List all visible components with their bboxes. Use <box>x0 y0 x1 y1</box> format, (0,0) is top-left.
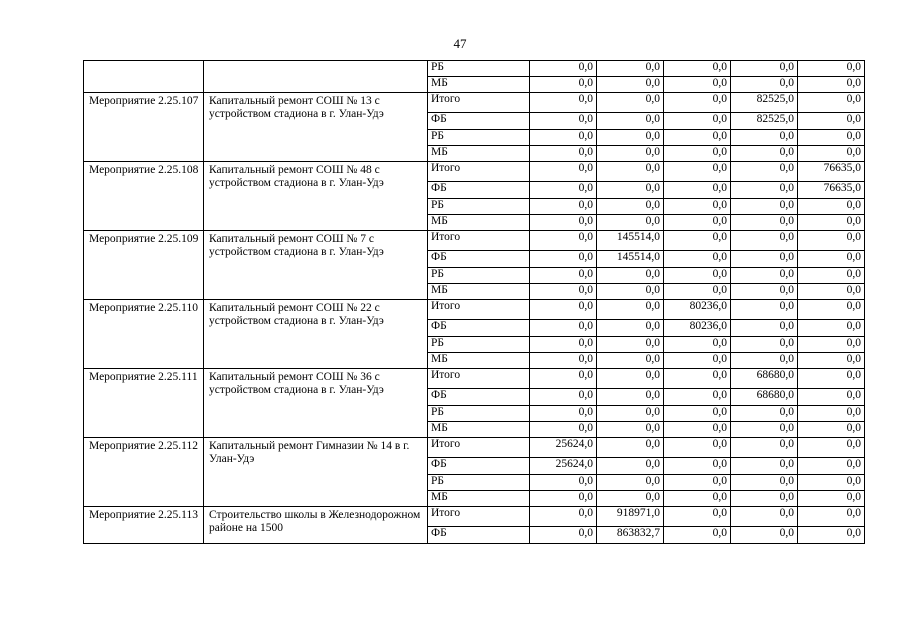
amount-cell: 0,0 <box>530 507 597 527</box>
amount-cell: 0,0 <box>530 251 597 268</box>
funding-source-cell: Итого <box>428 300 530 320</box>
amount-cell: 76635,0 <box>798 162 865 182</box>
funding-table <box>83 60 865 544</box>
amount-cell: 0,0 <box>530 320 597 337</box>
measure-description-cell: Капитальный ремонт Гимназии № 14 в г. Улан-Удэ <box>204 438 428 507</box>
amount-cell: 0,0 <box>664 113 731 130</box>
amount-cell: 0,0 <box>664 389 731 406</box>
amount-cell: 0,0 <box>798 251 865 268</box>
amount-cell: 0,0 <box>798 146 865 162</box>
amount-cell: 0,0 <box>597 146 664 162</box>
funding-source-cell: Итого <box>428 93 530 113</box>
amount-cell: 0,0 <box>597 491 664 507</box>
amount-cell: 80236,0 <box>664 300 731 320</box>
amount-cell: 0,0 <box>731 337 798 353</box>
funding-source-cell: Итого <box>428 231 530 251</box>
amount-cell: 25624,0 <box>530 458 597 475</box>
amount-cell: 145514,0 <box>597 251 664 268</box>
amount-cell: 0,0 <box>530 231 597 251</box>
measure-description-cell: Капитальный ремонт СОШ № 48 с устройством стадиона в г. Улан-Удэ <box>204 162 428 231</box>
amount-cell: 0,0 <box>597 438 664 458</box>
amount-cell: 0,0 <box>597 130 664 146</box>
table-row <box>84 300 865 320</box>
amount-cell: 0,0 <box>731 458 798 475</box>
amount-cell: 0,0 <box>597 353 664 369</box>
amount-cell: 0,0 <box>798 130 865 146</box>
amount-cell: 0,0 <box>530 422 597 438</box>
amount-cell: 0,0 <box>664 199 731 215</box>
amount-cell: 0,0 <box>664 491 731 507</box>
amount-cell: 0,0 <box>798 231 865 251</box>
measure-title-cell: Мероприятие 2.25.110 <box>84 300 204 369</box>
funding-source-cell: РБ <box>428 406 530 422</box>
amount-cell: 0,0 <box>597 475 664 491</box>
amount-cell: 0,0 <box>731 162 798 182</box>
table-row <box>84 438 865 458</box>
amount-cell: 0,0 <box>597 113 664 130</box>
funding-source-cell: ФБ <box>428 320 530 337</box>
amount-cell: 0,0 <box>530 199 597 215</box>
amount-cell: 0,0 <box>731 475 798 491</box>
amount-cell: 0,0 <box>597 369 664 389</box>
funding-source-cell: МБ <box>428 353 530 369</box>
amount-cell: 0,0 <box>731 199 798 215</box>
amount-cell: 0,0 <box>530 130 597 146</box>
amount-cell: 0,0 <box>731 284 798 300</box>
amount-cell: 918971,0 <box>597 507 664 527</box>
funding-source-cell: ФБ <box>428 389 530 406</box>
measure-description-cell <box>204 61 428 93</box>
measure-title-cell: Мероприятие 2.25.111 <box>84 369 204 438</box>
amount-cell: 0,0 <box>530 61 597 77</box>
page-number: 47 <box>453 36 467 51</box>
amount-cell: 0,0 <box>530 475 597 491</box>
table-row <box>84 369 865 389</box>
amount-cell: 0,0 <box>664 438 731 458</box>
amount-cell: 0,0 <box>530 300 597 320</box>
amount-cell: 0,0 <box>798 215 865 231</box>
amount-cell: 0,0 <box>798 353 865 369</box>
amount-cell: 0,0 <box>664 353 731 369</box>
amount-cell: 0,0 <box>798 61 865 77</box>
funding-source-cell: ФБ <box>428 458 530 475</box>
funding-source-cell: МБ <box>428 422 530 438</box>
amount-cell: 0,0 <box>731 130 798 146</box>
amount-cell: 0,0 <box>664 406 731 422</box>
measure-description-cell: Строительство школы в Железнодорожном районе на 1500 <box>204 507 428 544</box>
amount-cell: 0,0 <box>530 215 597 231</box>
table-row <box>84 231 865 251</box>
amount-cell: 0,0 <box>530 337 597 353</box>
funding-source-cell: Итого <box>428 507 530 527</box>
amount-cell: 0,0 <box>664 251 731 268</box>
amount-cell: 0,0 <box>664 93 731 113</box>
amount-cell: 0,0 <box>664 215 731 231</box>
amount-cell: 0,0 <box>731 146 798 162</box>
amount-cell: 0,0 <box>530 113 597 130</box>
amount-cell: 0,0 <box>798 507 865 527</box>
measure-title-cell: Мероприятие 2.25.113 <box>84 507 204 544</box>
funding-source-cell: МБ <box>428 77 530 93</box>
funding-source-cell: МБ <box>428 284 530 300</box>
measure-description-cell: Капитальный ремонт СОШ № 22 с устройством стадиона в г. Улан-Удэ <box>204 300 428 369</box>
amount-cell: 0,0 <box>731 182 798 199</box>
amount-cell: 0,0 <box>731 320 798 337</box>
amount-cell: 0,0 <box>731 438 798 458</box>
amount-cell: 0,0 <box>597 77 664 93</box>
amount-cell: 0,0 <box>597 61 664 77</box>
amount-cell: 0,0 <box>798 337 865 353</box>
funding-source-cell: РБ <box>428 475 530 491</box>
funding-source-cell: Итого <box>428 162 530 182</box>
amount-cell: 0,0 <box>664 231 731 251</box>
funding-source-cell: РБ <box>428 199 530 215</box>
amount-cell: 0,0 <box>798 389 865 406</box>
amount-cell: 0,0 <box>664 527 731 544</box>
amount-cell: 0,0 <box>664 369 731 389</box>
amount-cell: 0,0 <box>530 162 597 182</box>
amount-cell: 0,0 <box>731 231 798 251</box>
amount-cell: 0,0 <box>731 268 798 284</box>
measure-title-cell <box>84 61 204 93</box>
amount-cell: 0,0 <box>530 353 597 369</box>
amount-cell: 0,0 <box>798 406 865 422</box>
amount-cell: 0,0 <box>530 182 597 199</box>
amount-cell: 145514,0 <box>597 231 664 251</box>
funding-source-cell: ФБ <box>428 527 530 544</box>
amount-cell: 0,0 <box>664 61 731 77</box>
amount-cell: 0,0 <box>597 458 664 475</box>
amount-cell: 0,0 <box>798 300 865 320</box>
amount-cell: 0,0 <box>664 268 731 284</box>
amount-cell: 0,0 <box>664 130 731 146</box>
amount-cell: 0,0 <box>664 422 731 438</box>
amount-cell: 80236,0 <box>664 320 731 337</box>
funding-source-cell: РБ <box>428 130 530 146</box>
amount-cell: 0,0 <box>530 527 597 544</box>
measure-description-cell: Капитальный ремонт СОШ № 36 с устройством стадиона в г. Улан-Удэ <box>204 369 428 438</box>
amount-cell: 25624,0 <box>530 438 597 458</box>
funding-source-cell: РБ <box>428 61 530 77</box>
amount-cell: 0,0 <box>731 77 798 93</box>
amount-cell: 0,0 <box>731 422 798 438</box>
funding-source-cell: РБ <box>428 337 530 353</box>
measure-description-cell: Капитальный ремонт СОШ № 13 с устройством стадиона в г. Улан-Удэ <box>204 93 428 162</box>
funding-source-cell: ФБ <box>428 251 530 268</box>
amount-cell: 0,0 <box>798 93 865 113</box>
measure-description-cell: Капитальный ремонт СОШ № 7 с устройством стадиона в г. Улан-Удэ <box>204 231 428 300</box>
amount-cell: 0,0 <box>597 93 664 113</box>
amount-cell: 0,0 <box>798 458 865 475</box>
amount-cell: 0,0 <box>530 268 597 284</box>
funding-source-cell: РБ <box>428 268 530 284</box>
amount-cell: 68680,0 <box>731 389 798 406</box>
amount-cell: 0,0 <box>530 93 597 113</box>
amount-cell: 0,0 <box>798 284 865 300</box>
amount-cell: 82525,0 <box>731 93 798 113</box>
amount-cell: 0,0 <box>664 337 731 353</box>
amount-cell: 0,0 <box>798 268 865 284</box>
funding-source-cell: ФБ <box>428 182 530 199</box>
table-row <box>84 61 865 77</box>
funding-source-cell: ФБ <box>428 113 530 130</box>
amount-cell: 0,0 <box>798 475 865 491</box>
amount-cell: 0,0 <box>597 320 664 337</box>
amount-cell: 76635,0 <box>798 182 865 199</box>
amount-cell: 0,0 <box>597 337 664 353</box>
table-row <box>84 507 865 527</box>
amount-cell: 0,0 <box>597 389 664 406</box>
amount-cell: 0,0 <box>664 146 731 162</box>
measure-title-cell: Мероприятие 2.25.112 <box>84 438 204 507</box>
amount-cell: 0,0 <box>597 215 664 231</box>
amount-cell: 0,0 <box>664 284 731 300</box>
amount-cell: 0,0 <box>530 284 597 300</box>
amount-cell: 0,0 <box>731 507 798 527</box>
amount-cell: 863832,7 <box>597 527 664 544</box>
amount-cell: 68680,0 <box>731 369 798 389</box>
amount-cell: 0,0 <box>731 251 798 268</box>
amount-cell: 0,0 <box>798 199 865 215</box>
amount-cell: 0,0 <box>798 422 865 438</box>
amount-cell: 0,0 <box>530 491 597 507</box>
amount-cell: 0,0 <box>530 369 597 389</box>
amount-cell: 0,0 <box>798 527 865 544</box>
funding-source-cell: МБ <box>428 491 530 507</box>
amount-cell: 0,0 <box>664 77 731 93</box>
amount-cell: 82525,0 <box>731 113 798 130</box>
amount-cell: 0,0 <box>798 320 865 337</box>
amount-cell: 0,0 <box>597 284 664 300</box>
amount-cell: 0,0 <box>731 353 798 369</box>
amount-cell: 0,0 <box>664 475 731 491</box>
amount-cell: 0,0 <box>530 389 597 406</box>
amount-cell: 0,0 <box>597 162 664 182</box>
amount-cell: 0,0 <box>597 199 664 215</box>
amount-cell: 0,0 <box>664 162 731 182</box>
table-row <box>84 93 865 113</box>
amount-cell: 0,0 <box>597 406 664 422</box>
amount-cell: 0,0 <box>664 507 731 527</box>
amount-cell: 0,0 <box>597 182 664 199</box>
measure-title-cell: Мероприятие 2.25.108 <box>84 162 204 231</box>
amount-cell: 0,0 <box>597 300 664 320</box>
measure-title-cell: Мероприятие 2.25.109 <box>84 231 204 300</box>
amount-cell: 0,0 <box>798 369 865 389</box>
amount-cell: 0,0 <box>664 182 731 199</box>
table-row <box>84 162 865 182</box>
amount-cell: 0,0 <box>731 61 798 77</box>
amount-cell: 0,0 <box>731 300 798 320</box>
amount-cell: 0,0 <box>597 422 664 438</box>
amount-cell: 0,0 <box>731 491 798 507</box>
funding-source-cell: МБ <box>428 215 530 231</box>
amount-cell: 0,0 <box>798 438 865 458</box>
amount-cell: 0,0 <box>798 113 865 130</box>
amount-cell: 0,0 <box>530 146 597 162</box>
measure-title-cell: Мероприятие 2.25.107 <box>84 93 204 162</box>
funding-source-cell: Итого <box>428 369 530 389</box>
funding-source-cell: МБ <box>428 146 530 162</box>
amount-cell: 0,0 <box>530 406 597 422</box>
amount-cell: 0,0 <box>664 458 731 475</box>
amount-cell: 0,0 <box>798 491 865 507</box>
amount-cell: 0,0 <box>530 77 597 93</box>
amount-cell: 0,0 <box>597 268 664 284</box>
funding-source-cell: Итого <box>428 438 530 458</box>
amount-cell: 0,0 <box>731 215 798 231</box>
amount-cell: 0,0 <box>731 406 798 422</box>
amount-cell: 0,0 <box>731 527 798 544</box>
amount-cell: 0,0 <box>798 77 865 93</box>
